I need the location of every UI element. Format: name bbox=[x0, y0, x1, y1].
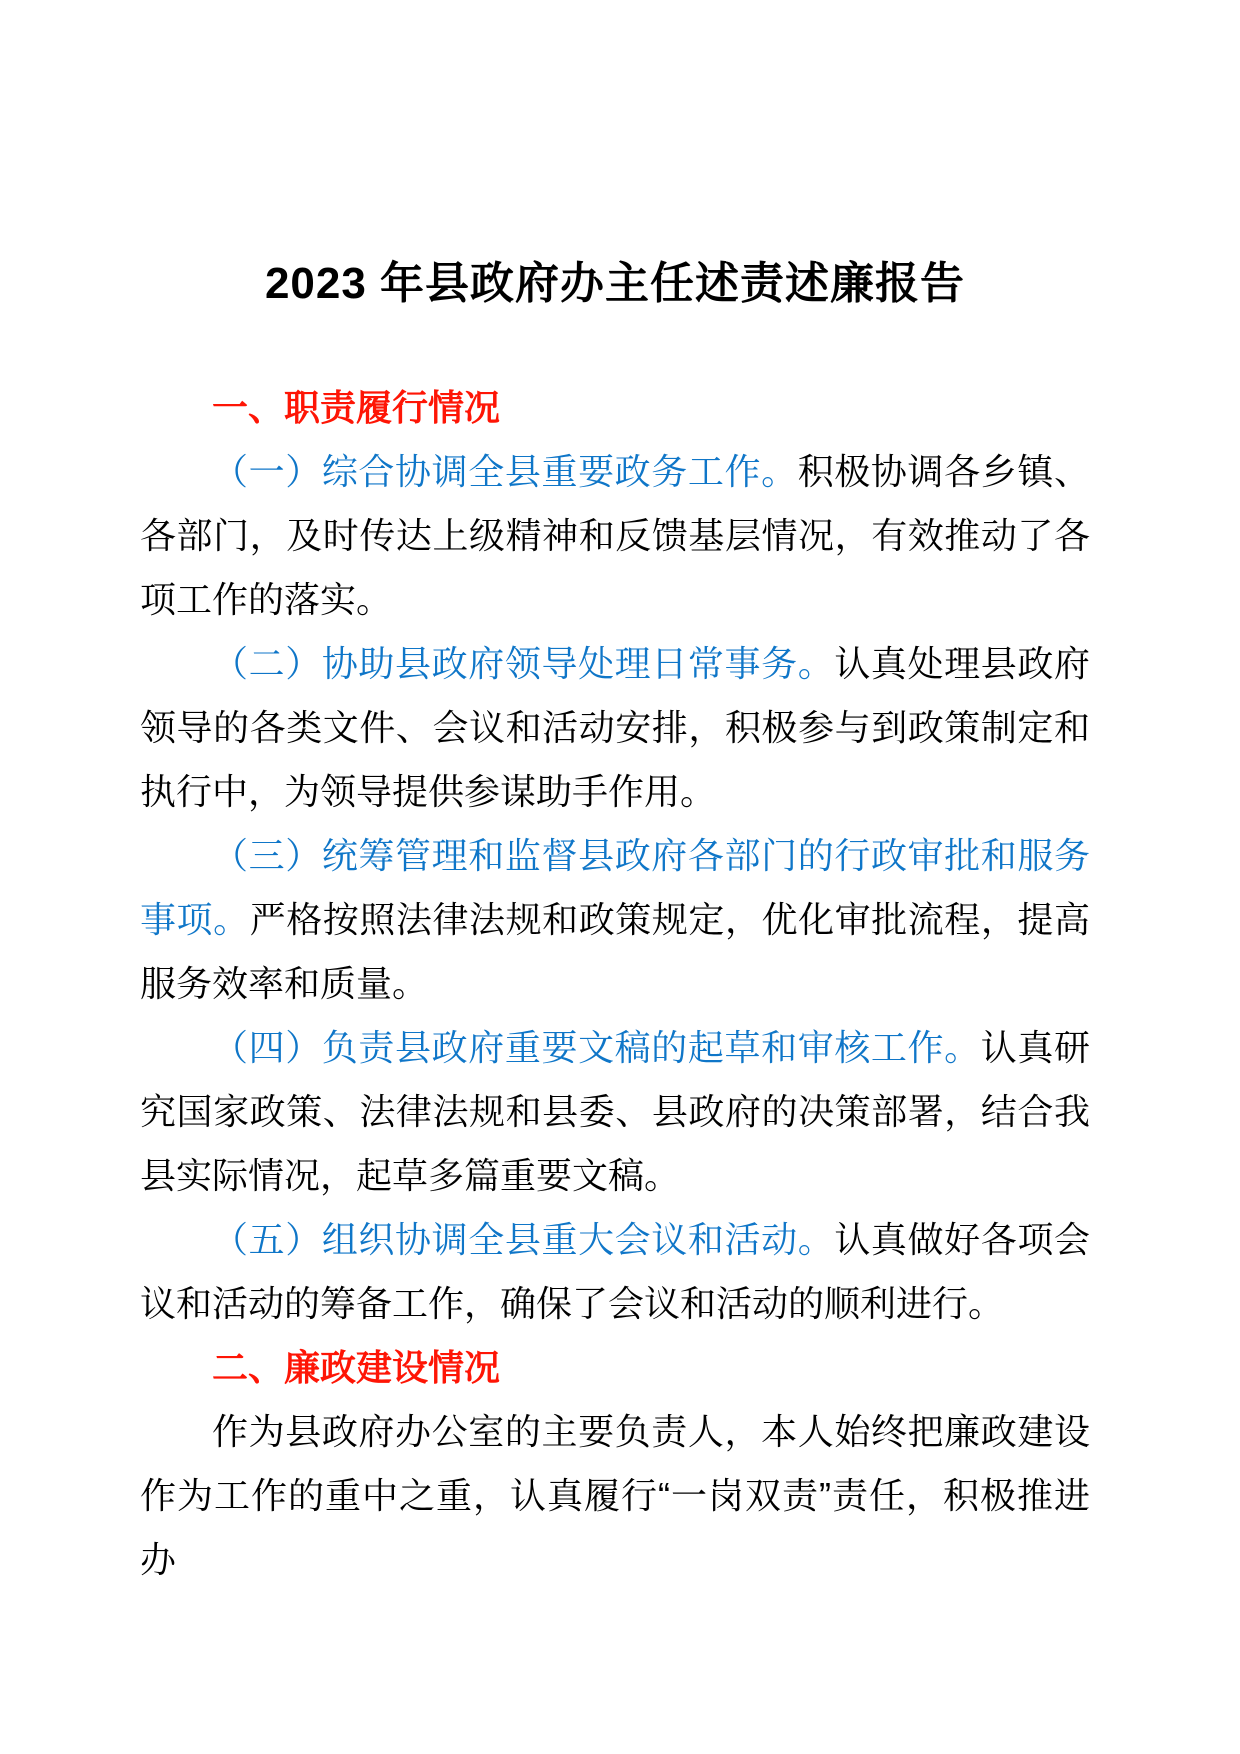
paragraph-lead: （二）协助县政府领导处理日常事务。 bbox=[212, 643, 835, 684]
section-heading-duties: 一、职责履行情况 bbox=[212, 387, 501, 428]
paragraph-body: 认真处理县政府领导的各类文件、会议和活动安排，积极参与到政策制定和执行中，为领导提供参谋助手作用。 bbox=[140, 643, 1090, 812]
section-heading-integrity: 二、廉政建设情况 bbox=[212, 1347, 501, 1388]
paragraph-lead: （三）统筹管理和监督县政府各部门的行政审批和服务事项。 bbox=[140, 835, 1090, 940]
paragraph-body: 积极协调各乡镇、各部门，及时传达上级精神和反馈基层情况，有效推动了各项工作的落实。 bbox=[140, 451, 1090, 620]
document-title: 2023 年县政府办主任述责述廉报告 bbox=[264, 259, 966, 308]
paragraph bbox=[140, 632, 1090, 824]
paragraph-lead: （五）组织协调全县重大会议和活动。 bbox=[212, 1219, 835, 1260]
paragraph-body: 认真做好各项会议和活动的筹备工作，确保了会议和活动的顺利进行。 bbox=[140, 1219, 1090, 1324]
paragraph-body: 作为县政府办公室的主要负责人，本人始终把廉政建设作为工作的重中之重，认真履行“一岗双责”责任，积极推进办 bbox=[140, 1411, 1090, 1580]
paragraph bbox=[140, 1208, 1090, 1336]
paragraph bbox=[140, 824, 1090, 1016]
paragraph bbox=[140, 1016, 1090, 1208]
paragraph-lead: （一）综合协调全县重要政务工作。 bbox=[212, 451, 798, 492]
paragraph-body: 严格按照法律法规和政策规定，优化审批流程，提高服务效率和质量。 bbox=[140, 899, 1090, 1004]
paragraph bbox=[140, 440, 1090, 632]
paragraph-body: 认真研究国家政策、法律法规和县委、县政府的决策部署，结合我县实际情况，起草多篇重要文稿。 bbox=[140, 1027, 1090, 1196]
paragraph-lead: （四）负责县政府重要文稿的起草和审核工作。 bbox=[212, 1027, 981, 1068]
paragraph bbox=[140, 1400, 1090, 1592]
